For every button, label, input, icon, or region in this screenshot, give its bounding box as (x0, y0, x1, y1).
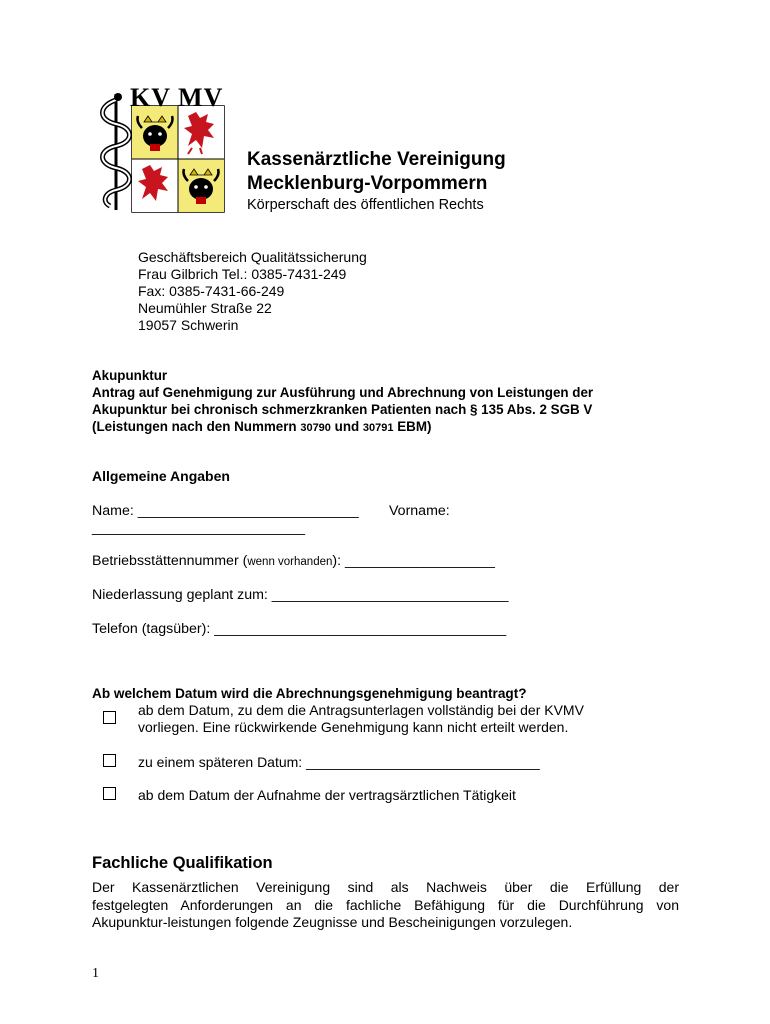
title-line4-text-a: (Leistungen nach den Nummern (92, 419, 301, 434)
title-line4-number1: 30790 (300, 422, 331, 434)
title-line4-number2: 30791 (362, 422, 394, 434)
bsnr-note: wenn vorhanden (247, 556, 333, 568)
title-line3: Akupunktur bei chronisch schmerzkranken Patienten nach § 135 Abs. 2 SGB V (92, 402, 593, 417)
qualification-paragraph (92, 879, 679, 932)
name-field[interactable] (92, 502, 359, 520)
name-label: Name: ____________________________ (92, 503, 359, 519)
page-number: 1 (92, 966, 99, 981)
niederlassung-field[interactable]: Niederlassung geplant zum: ______________________________ (92, 587, 509, 603)
organization-name-line2: Mecklenburg-Vorpommern (247, 173, 488, 194)
telefon-field[interactable]: Telefon (tagsüber): _____________________________________ (92, 621, 507, 637)
title-topic: Akupunktur (92, 368, 168, 383)
address-department: Geschäftsbereich Qualitätssicherung (138, 249, 367, 265)
qualification-heading: Fachliche Qualifikation (92, 854, 273, 872)
option1-label-line2: vorliegen. Eine rückwirkende Genehmigung kann nicht erteilt werden. (138, 719, 569, 735)
organization-subtitle: Körperschaft des öffentlichen Rechts (247, 197, 484, 213)
vorname-label: Vorname: (389, 503, 450, 519)
title-line4-text-c: EBM) (393, 419, 432, 434)
option1-checkbox[interactable] (103, 711, 116, 724)
bsnr-field[interactable] (92, 552, 495, 571)
bsnr-label: Betriebsstättennummer ( (92, 553, 248, 569)
option2-label[interactable]: zu einem späteren Datum: ______________________________ (138, 754, 540, 770)
address-fax: Fax: 0385-7431-66-249 (138, 283, 285, 299)
general-heading: Allgemeine Angaben (92, 468, 230, 484)
option1-label-line1: ab dem Datum, zu dem die Antragsunterlagen vollständig bei der KVMV (138, 702, 584, 718)
organization-name-line1: Kassenärztliche Vereinigung (247, 149, 506, 170)
qualification-line3: Akupunktur-leistungen folgende Zeugnisse und Bescheinigungen vorzulegen. (92, 914, 573, 931)
option3-label: ab dem Datum der Aufnahme der vertragsärztlichen Tätigkeit (138, 787, 516, 803)
date-question-heading: Ab welchem Datum wird die Abrechnungsgenehmigung beantragt? (92, 686, 527, 701)
address-city: 19057 Schwerin (138, 317, 239, 333)
title-line2: Antrag auf Genehmigung zur Ausführung und Abrechnung von Leistungen der (92, 385, 594, 400)
option3-checkbox[interactable] (103, 787, 116, 800)
option2-checkbox[interactable] (103, 754, 116, 767)
address-street: Neumühler Straße 22 (138, 300, 272, 316)
vorname-field[interactable]: ___________________________ (92, 520, 306, 536)
qualification-line1: Der Kassenärztlichen Vereinigung sind als Nachweis über die Erfüllung der (92, 879, 679, 895)
title-line4 (92, 418, 692, 437)
address-block (138, 249, 367, 334)
qualification-line2: festgelegten Anforderungen an die fachliche Befähigung für die Durchführung von (92, 896, 679, 913)
address-contact-phone: Frau Gilbrich Tel.: 0385-7431-249 (138, 266, 347, 282)
logo-text: KV MV (130, 83, 224, 112)
title-line4-text-b: und (330, 419, 363, 434)
bsnr-blank: ): ___________________ (332, 553, 495, 569)
document-title (92, 367, 692, 437)
